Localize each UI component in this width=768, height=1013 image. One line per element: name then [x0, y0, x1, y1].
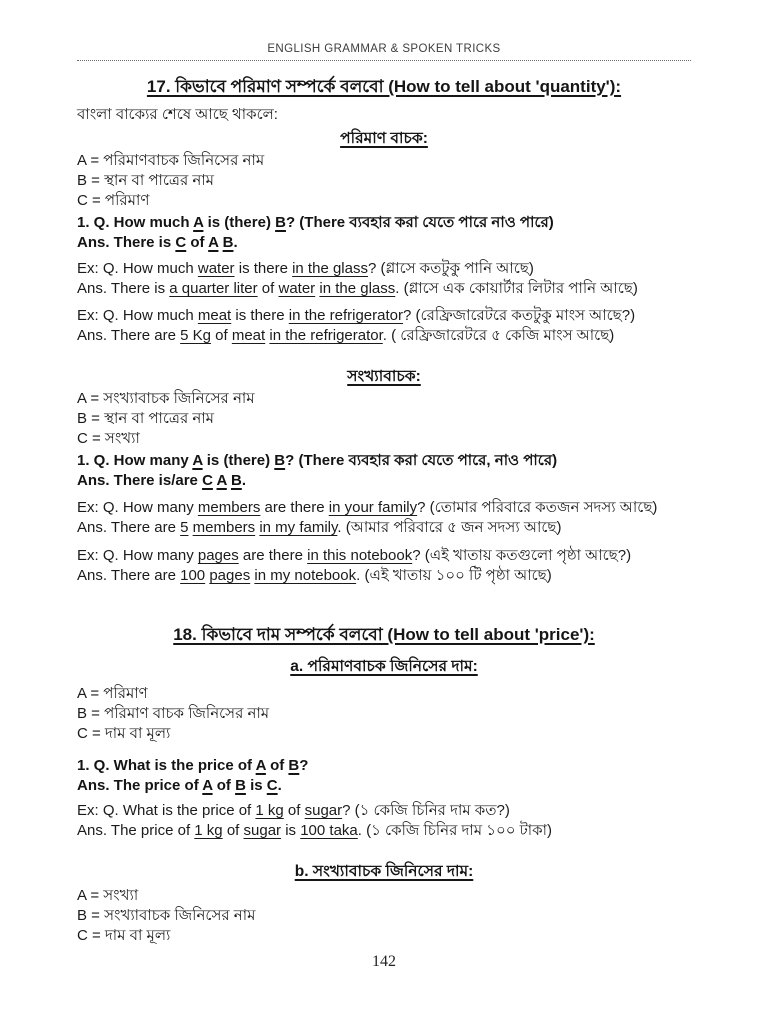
text-segment: . (১ কেজি চিনির দাম ১০০ টাকা)	[357, 822, 552, 839]
underlined-text: সংখ্যাবাচক:	[347, 368, 421, 385]
price-quantity-subheading	[77, 656, 691, 677]
text-line	[77, 926, 691, 946]
underlined-text: in my family	[259, 519, 338, 536]
text-line	[77, 623, 691, 647]
text-segment: .	[241, 472, 246, 489]
quantity-example-1	[77, 259, 691, 299]
underlined-text: sugar	[304, 802, 343, 819]
text-line	[77, 409, 691, 429]
text-segment: C = সংখ্যা	[77, 430, 140, 447]
text-line	[77, 451, 691, 471]
quantity-formula	[77, 213, 691, 253]
intro-note	[77, 105, 691, 125]
underlined-text: 1 kg	[194, 822, 223, 839]
underlined-text: in your family	[328, 499, 418, 516]
text-segment: A = পরিমাণবাচক জিনিসের নাম	[77, 152, 265, 169]
text-segment: Ex: Q. How many	[77, 499, 198, 516]
underlined-text: A	[192, 452, 203, 469]
text-segment: Ex: Q. What is the price of	[77, 802, 256, 819]
text-line	[77, 704, 691, 724]
page-footer	[0, 953, 768, 971]
text-segment: is there	[234, 260, 293, 277]
text-segment: B = পরিমাণ বাচক জিনিসের নাম	[77, 705, 270, 722]
underlined-text: water	[278, 280, 316, 297]
underlined-text: B	[274, 452, 286, 469]
underlined-text: b. সংখ্যাবাচক জিনিসের দাম:	[294, 863, 474, 880]
underlined-text: 100	[180, 567, 206, 584]
text-segment: 1. Q. What is the price of	[77, 757, 256, 774]
price-number-definitions	[77, 886, 691, 946]
text-segment: Ex: Q. How much	[77, 260, 198, 277]
underlined-text: A	[208, 234, 219, 251]
number-formula	[77, 451, 691, 491]
text-segment: 1. Q. How much	[77, 214, 194, 231]
text-line	[77, 326, 691, 346]
text-segment: A = সংখ্যাবাচক জিনিসের নাম	[77, 390, 255, 407]
text-segment: . (গ্লাসে এক কোয়ার্টার লিটার পানি আছে)	[395, 280, 638, 297]
underlined-text: members	[197, 499, 261, 516]
underlined-text: A	[202, 777, 213, 794]
underlined-text: B	[288, 757, 300, 774]
text-segment: of	[210, 327, 232, 344]
text-segment: Ans. The price of	[77, 777, 203, 794]
text-segment: A = সংখ্যা	[77, 887, 139, 904]
text-line	[77, 546, 691, 566]
text-segment: ? (এই খাতায় কতগুলো পৃষ্ঠা আছে?)	[412, 547, 632, 564]
underlined-text: members	[192, 519, 256, 536]
text-segment: ? (গ্লাসে কতটুকু পানি আছে)	[367, 260, 534, 277]
underlined-text: A	[216, 472, 227, 489]
text-segment: B = স্থান বা পাত্রের নাম	[77, 172, 214, 189]
text-segment: are there	[238, 547, 308, 564]
text-segment: .	[233, 234, 238, 251]
underlined-text: in the glass	[292, 260, 368, 277]
text-segment: Ans. There is	[77, 280, 170, 297]
text-segment: of	[222, 822, 244, 839]
text-segment: Ans. There is/are	[77, 472, 203, 489]
text-segment: ? (তোমার পরিবারে কতজন সদস্য আছে)	[417, 499, 658, 516]
text-line	[77, 233, 691, 253]
underlined-text: 100 taka	[300, 822, 358, 839]
number-example-2	[77, 546, 691, 586]
underlined-text: in this notebook	[307, 547, 413, 564]
underlined-text: sugar	[243, 822, 282, 839]
text-segment: Ans. There are	[77, 519, 181, 536]
text-segment: B = সংখ্যাবাচক জিনিসের নাম	[77, 907, 256, 924]
text-segment: of	[265, 757, 289, 774]
text-line	[77, 861, 691, 882]
underlined-text: A	[193, 214, 204, 231]
underlined-text: A	[255, 757, 266, 774]
text-segment: C = পরিমাণ	[77, 192, 150, 209]
underlined-text: C	[175, 234, 187, 251]
text-segment: are there	[260, 499, 329, 516]
underlined-text: B	[275, 214, 286, 231]
text-line	[77, 191, 691, 211]
underlined-text: 5	[180, 519, 189, 536]
underlined-text: water	[197, 260, 235, 277]
underlined-text: pages	[197, 547, 239, 564]
text-line	[77, 498, 691, 518]
text-line	[77, 656, 691, 677]
text-line	[77, 171, 691, 191]
text-line	[77, 259, 691, 279]
text-segment: is (there)	[202, 452, 275, 469]
underlined-text: C	[202, 472, 213, 489]
text-segment: C = দাম বা মূল্য	[77, 725, 171, 742]
page-header	[77, 0, 691, 56]
text-line	[77, 151, 691, 171]
text-segment: ? (রেফ্রিজারেটরে কতটুকু মাংস আছে?)	[403, 307, 636, 324]
text-segment: C = দাম বা মূল্য	[77, 927, 171, 944]
text-segment: 1. Q. How many	[77, 452, 193, 469]
underlined-text: pages	[209, 567, 251, 584]
number-example-1	[77, 498, 691, 538]
text-segment: .	[277, 777, 282, 794]
text-segment: Ans. The price of	[77, 822, 195, 839]
underlined-text: B	[235, 777, 246, 794]
text-segment: is there	[231, 307, 289, 324]
price-quantity-definitions	[77, 684, 691, 744]
text-segment: of	[283, 802, 305, 819]
text-line	[77, 684, 691, 704]
text-segment: ? (There ব্যবহার করা যেতে পারে, নাও পারে)	[285, 452, 558, 469]
text-segment: of	[257, 280, 279, 297]
text-segment: . ( রেফ্রিজারেটরে ৫ কেজি মাংস আছে)	[382, 327, 615, 344]
text-line	[77, 821, 691, 841]
page-header-title: ENGLISH GRAMMAR & SPOKEN TRICKS	[267, 43, 501, 55]
document-body	[77, 75, 691, 946]
dotted-divider	[77, 60, 691, 61]
text-line	[77, 566, 691, 586]
text-line	[77, 801, 691, 821]
text-segment: . (আমার পরিবারে ৫ জন সদস্য আছে)	[337, 519, 562, 536]
text-line	[77, 75, 691, 99]
text-line	[77, 724, 691, 744]
text-line	[77, 886, 691, 906]
text-segment: is	[281, 822, 301, 839]
text-line	[77, 306, 691, 326]
text-segment: . (এই খাতায় ১০০ টি পৃষ্ঠা আছে)	[356, 567, 552, 584]
text-line	[77, 429, 691, 449]
text-segment: is (there)	[203, 214, 276, 231]
text-line	[77, 279, 691, 299]
underlined-text: 1 kg	[255, 802, 284, 819]
text-segment: Ans. There is	[77, 234, 176, 251]
underlined-text: B	[222, 234, 234, 251]
text-segment: of	[212, 777, 236, 794]
underlined-text: meat	[197, 307, 232, 324]
price-formula	[77, 756, 691, 796]
underlined-text: in the refrigerator	[288, 307, 403, 324]
text-line	[77, 213, 691, 233]
underlined-text: a quarter liter	[169, 280, 258, 297]
text-segment: ? (There ব্যবহার করা যেতে পারে নাও পারে)	[285, 214, 554, 231]
text-line	[77, 366, 691, 387]
text-segment: Ans. There are	[77, 567, 181, 584]
underlined-text: 5 Kg	[180, 327, 211, 344]
text-segment: Ex: Q. How much	[77, 307, 198, 324]
number-subheading	[77, 366, 691, 387]
text-segment: A = পরিমাণ	[77, 685, 148, 702]
underlined-text: 18. কিভাবে দাম সম্পর্কে বলবো (How to tell about 'price'):	[173, 625, 595, 644]
text-segment: Ans. There are	[77, 327, 181, 344]
section-18-title	[77, 623, 691, 647]
price-number-subheading	[77, 861, 691, 882]
text-segment: ? (১ কেজি চিনির দাম কত?)	[342, 802, 510, 819]
text-line	[77, 776, 691, 796]
underlined-text: C	[266, 777, 278, 794]
text-segment: B = স্থান বা পাত্রের নাম	[77, 410, 214, 427]
section-17-title	[77, 75, 691, 99]
text-line	[77, 906, 691, 926]
underlined-text: in the refrigerator	[269, 327, 383, 344]
text-line	[77, 756, 691, 776]
page-number: 142	[372, 953, 396, 970]
underlined-text: B	[230, 472, 242, 489]
text-line	[77, 518, 691, 538]
underlined-text: পরিমাণ বাচক:	[340, 130, 428, 147]
underlined-text: 17. কিভাবে পরিমাণ সম্পর্কে বলবো (How to tell about 'quantity'):	[146, 77, 622, 96]
text-line	[77, 389, 691, 409]
underlined-text: in the glass	[319, 280, 396, 297]
text-line	[77, 471, 691, 491]
underlined-text: a. পরিমাণবাচক জিনিসের দাম:	[290, 658, 478, 675]
price-example	[77, 801, 691, 841]
text-line	[77, 128, 691, 149]
number-definitions	[77, 389, 691, 449]
underlined-text: in my notebook	[254, 567, 357, 584]
quantity-definitions	[77, 151, 691, 211]
quantity-subheading	[77, 128, 691, 149]
text-segment: ?	[299, 757, 309, 774]
text-segment: বাংলা বাক্যের শেষে আছে থাকলে:	[77, 106, 278, 123]
underlined-text: meat	[231, 327, 266, 344]
text-segment: Ex: Q. How many	[77, 547, 198, 564]
quantity-example-2	[77, 306, 691, 346]
text-line	[77, 105, 691, 125]
text-segment: of	[186, 234, 209, 251]
text-segment: is	[245, 777, 267, 794]
